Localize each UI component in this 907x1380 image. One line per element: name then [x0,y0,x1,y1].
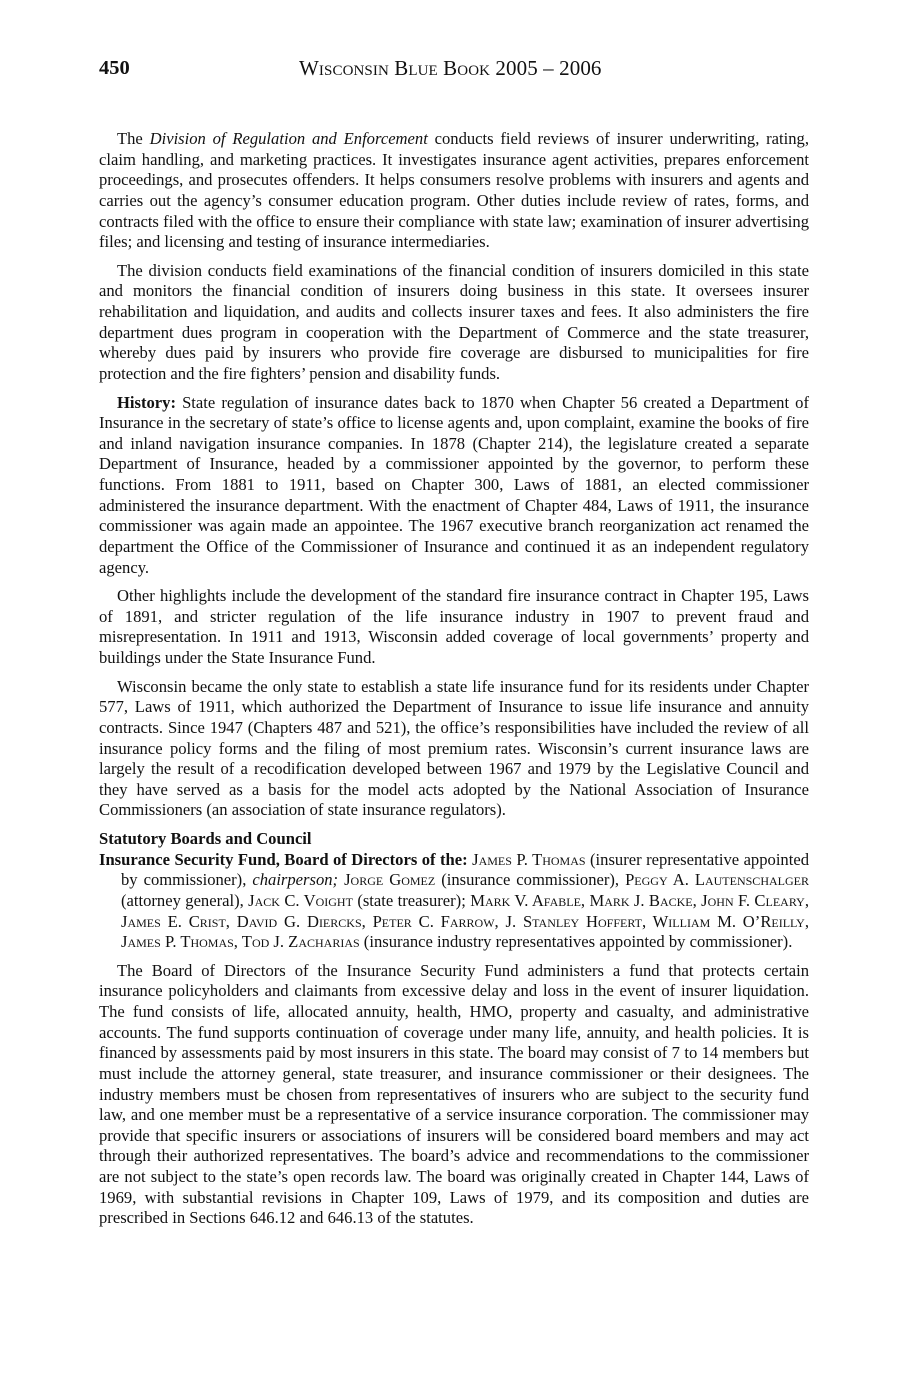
paragraph-life-insurance-fund: Wisconsin became the only state to establish a state life insurance fund for its residents under Chapter 577, Laws of 1911, which authorized the Department of Insurance to issue life insurance and annuity contracts. Since 1947 (Chapters 487 and 521), the office’s responsibilities have included the review of all insurance policy forms and the filing of most premium rates. Wisconsin’s current insurance laws are largely the result of a recodification developed between 1967 and 1979 by the Legislative Council and they have served as a basis for the model acts adopted by the National Association of Insurance Commissioners (an association of state insurance regulators). [99,676,809,820]
board-entry [99,850,809,953]
p1-rest: conducts field reviews of insurer underwriting, rating, claim handling, and marketing practices. It investigates insurance agent activities, prepares enforcement proceedings, and prosecutes offenders. It helps consumers resolve problems with insurers and agents and carries out the agency’s consumer education program. Other duties include review of rates, forms, and contracts filed with the office to ensure their compliance with state law; examination of insurer advertising files; and licensing and testing of insurance intermediaries. [99,129,810,252]
member-role: (state treasurer); [352,890,471,910]
history-text: State regulation of insurance dates back to 1870 when Chapter 56 created a Department of Insurance in the secretary of state’s office to license agents and, upon complaint, examine the books of fire and inland navigation insurance companies. In 1878 (Chapter 214), the legislature created a separate Department of Insurance, headed by a commissioner appointed by the governor, to perform these functions. From 1881 to 1911, based on Chapter 300, Laws of 1881, an elected commissioner administered the insurance department. With the enactment of Chapter 484, Laws of 1911, the insurance commissioner was again made an appointee. The 1967 executive branch reorganization act renamed the department the Office of the Commissioner of Insurance and continued it as an independent regulatory agency. [99,392,809,577]
p1-start: The [117,129,150,148]
division-name-italic: Division of Regulation and Enforcement [149,129,428,148]
member-name: James P. Thomas [472,849,586,869]
member-name: Jorge Gomez [344,870,436,890]
member-role: (insurance commissioner), [435,870,626,890]
running-head [99,54,809,84]
paragraph-other-highlights: Other highlights include the development of the standard fire insurance contract in Chapter 195, Laws of 1891, and stricter regulation of the life insurance industry in 1907 to prevent fraud and misrepresentation. In 1911 and 1913, Wisconsin added coverage of local governments’ property and buildings under the State Insurance Fund. [99,586,809,667]
paragraph-field-examinations: The division conducts field examinations of the financial condition of insurers domiciled in this state and monitors the financial condition of insurers doing business in this state. It oversees insurer rehabilitation and liquidation, and audits and collects insurer taxes and fees. It also administers the fire department dues program in cooperation with the Department of Commerce and the state treasurer, whereby dues paid by insurers who provide fire coverage are disbursed to municipalities for fire protection and the fire fighters’ pension and disability funds. [99,260,809,383]
member-role: (attorney general), [121,890,249,910]
industry-member-names: Mark V. Afable, Mark J. Backe, John F. Cleary, James E. Crist, David G. Diercks, Peter C. Farrow, J. Stanley Hoffert, William M. O’Reilly, James P. Thomas, Tod J. Zacharias [121,890,809,952]
paragraph-division-regulation [99,129,809,253]
body-text [99,129,809,1237]
board-title: Insurance Security Fund, Board of Directors of the: [99,849,468,869]
member-role: (insurer representative appointed by commissioner), [121,849,810,890]
member-name: Peggy A. Lautenschalger [625,870,809,890]
paragraph-history [99,393,809,579]
member-name: Jack C. Voight [248,890,353,910]
paragraph-board-description: The Board of Directors of the Insurance Security Fund administers a fund that protects certain insurance policyholders and claimants from excessive delay and loss in the event of insurer liquidation. The fund consists of life, allocated annuity, health, HMO, property and casualty, and administrative accounts. The fund supports continuation of coverage under many life, annuity, and health policies. It is financed by assessments paid by most insurers in this state. The board may consist of 7 to 14 members but must include the attorney general, state treasurer, and insurance commissioner or their designees. The industry members must be chosen from representatives of insurers who are subject to the security fund law, and one member must be a representative of a service insurance corporation. The commissioner may provide that specific insurers or associations of insurers will be considered board members and may act through their authorized representatives. The board’s advice and recommendations to the commissioner are not subject to the state’s open records law. The board was originally created in Chapter 144, Laws of 1969, with substantial revisions in Chapter 109, Laws of 1979, and its composition and duties are prescribed in Sections 646.12 and 646.13 of the statutes. [99,960,809,1228]
section-heading: Statutory Boards and Council [99,829,312,848]
history-label: History: [117,392,176,412]
page-number: 450 [99,57,130,79]
member-role: (insurance industry representatives appointed by commissioner). [359,932,793,952]
chairperson-label: chairperson; [252,870,339,890]
book-title: Wisconsin Blue Book 2005 – 2006 [299,56,602,80]
